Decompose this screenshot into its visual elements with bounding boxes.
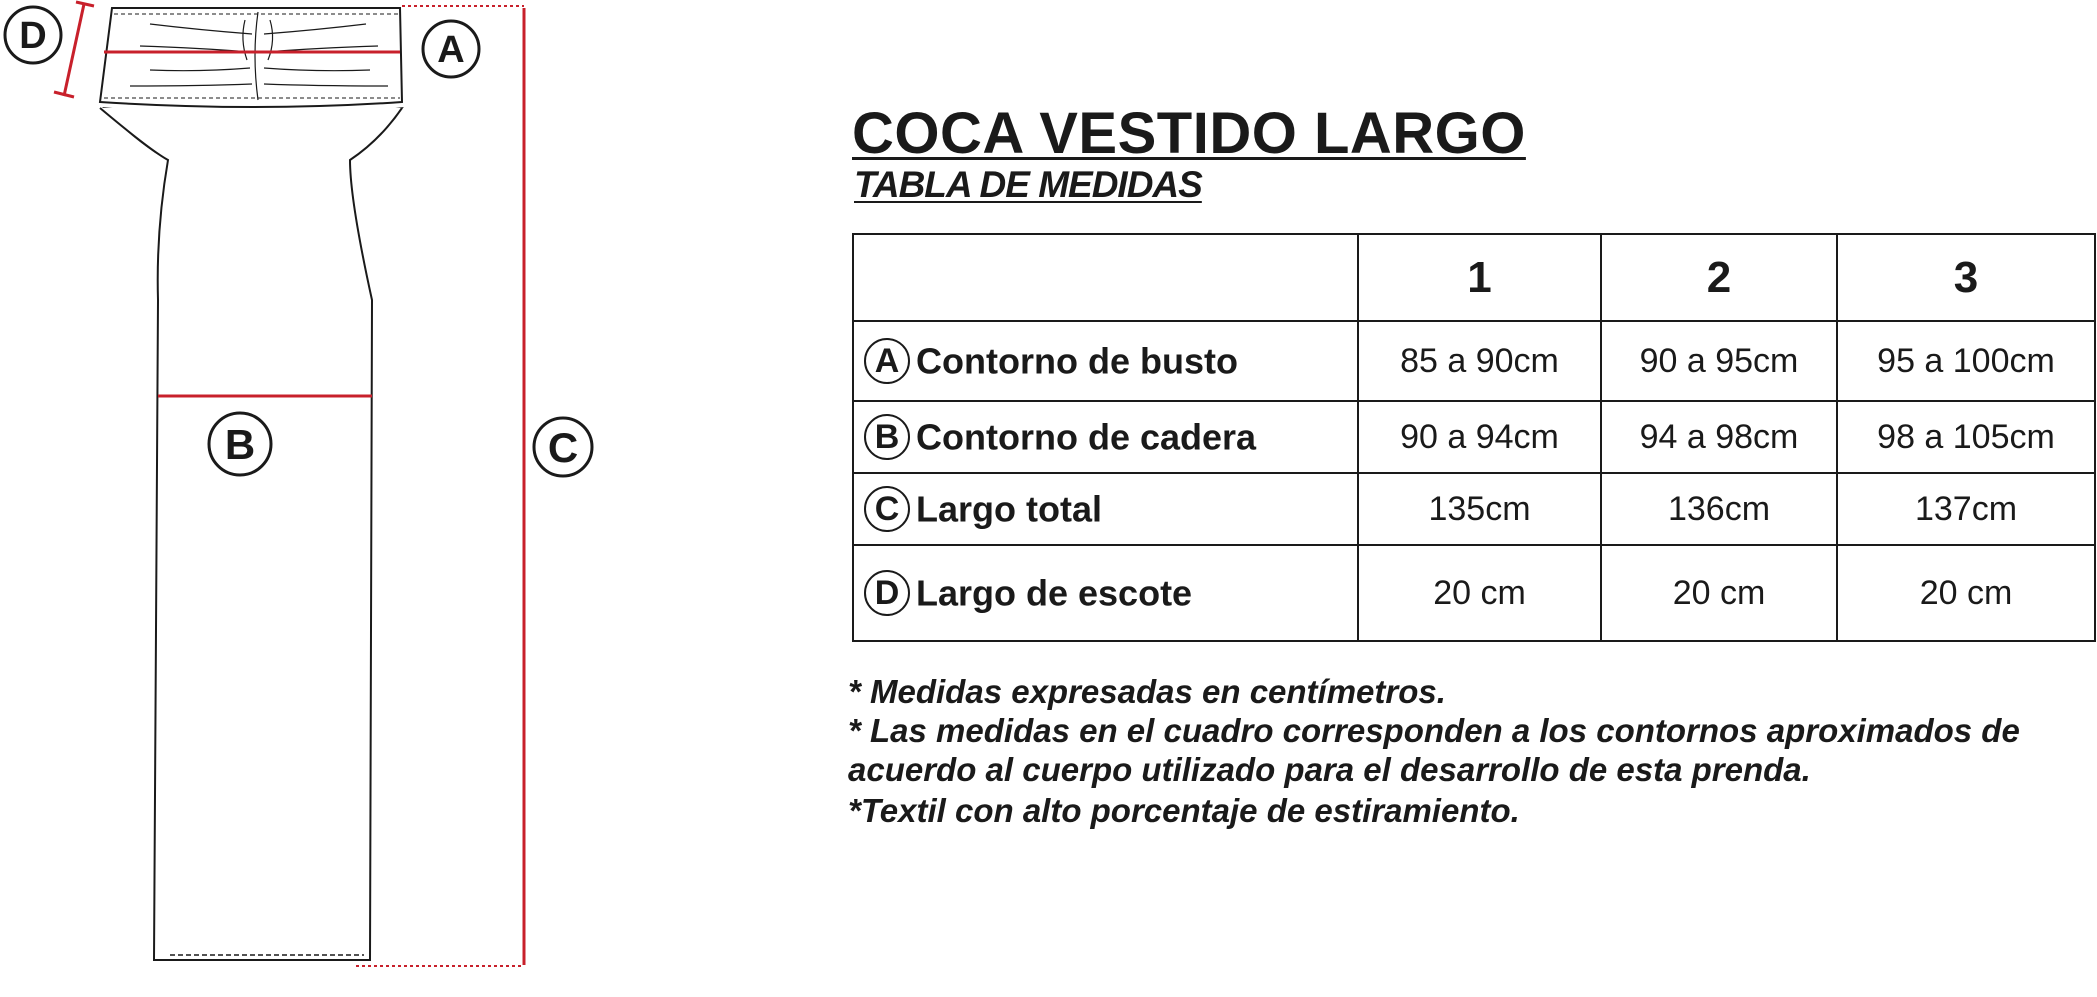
marker-b-icon	[209, 413, 271, 475]
row-label: Contorno de busto	[916, 340, 1238, 382]
header-size-1: 1	[1358, 234, 1601, 321]
value-cell: 98 a 105cm	[1837, 401, 2095, 473]
note-fabric: *Textil con alto porcentaje de estiramiento.	[848, 792, 1520, 829]
dress-body	[100, 108, 402, 960]
value-cell: 90 a 95cm	[1601, 321, 1837, 401]
value-cell: 94 a 98cm	[1601, 401, 1837, 473]
row-label-cell	[853, 545, 1358, 641]
document-subtitle: TABLA DE MEDIDAS	[854, 164, 1202, 205]
marker-b-label: B	[224, 421, 256, 468]
row-label-cell	[853, 473, 1358, 545]
header-size-2: 2	[1601, 234, 1837, 321]
marker-a-icon	[423, 21, 479, 77]
marker-b-icon: B	[864, 414, 910, 460]
marker-d-label: D	[19, 15, 47, 57]
header-cell-empty	[853, 234, 1358, 321]
header-size-3: 3	[1837, 234, 2095, 321]
marker-d-icon: D	[864, 570, 910, 616]
table-row-neckline	[853, 545, 2095, 641]
value-cell: 136cm	[1601, 473, 1837, 545]
row-label-cell	[853, 401, 1358, 473]
value-cell: 20 cm	[1837, 545, 2095, 641]
value-cell: 135cm	[1358, 473, 1601, 545]
value-cell: 85 a 90cm	[1358, 321, 1601, 401]
neckline-measure-line	[64, 4, 84, 96]
value-cell: 20 cm	[1358, 545, 1601, 641]
notes-block	[848, 672, 2028, 830]
marker-c-icon: C	[864, 486, 910, 532]
value-cell: 90 a 94cm	[1358, 401, 1601, 473]
row-label: Largo total	[916, 488, 1102, 530]
table-row-length	[853, 473, 2095, 545]
value-cell: 95 a 100cm	[1837, 321, 2095, 401]
table-header-row	[853, 234, 2095, 321]
bandeau-band	[100, 8, 402, 107]
marker-c-label: C	[547, 424, 579, 471]
neckline-tick-top	[76, 2, 94, 6]
row-label: Largo de escote	[916, 572, 1193, 614]
marker-a-icon: A	[864, 338, 910, 384]
size-table	[852, 233, 2096, 642]
row-label-cell	[853, 321, 1358, 401]
table-row-bust	[853, 321, 2095, 401]
marker-c-icon	[534, 418, 592, 476]
marker-a-label: A	[437, 29, 465, 71]
marker-d-icon	[5, 7, 61, 63]
value-cell: 20 cm	[1601, 545, 1837, 641]
value-cell: 137cm	[1837, 473, 2095, 545]
note-units: * Medidas expresadas en centímetros.	[848, 673, 1446, 710]
table-row-hip	[853, 401, 2095, 473]
note-contours: * Las medidas en el cuadro corresponden a los contornos aproximados de acuerdo al cuerpo utilizado para el desarrollo de esta prenda.	[848, 712, 2020, 788]
garment-diagram	[0, 0, 640, 997]
document-title: COCA VESTIDO LARGO	[852, 101, 1526, 166]
row-label: Contorno de cadera	[916, 416, 1257, 458]
